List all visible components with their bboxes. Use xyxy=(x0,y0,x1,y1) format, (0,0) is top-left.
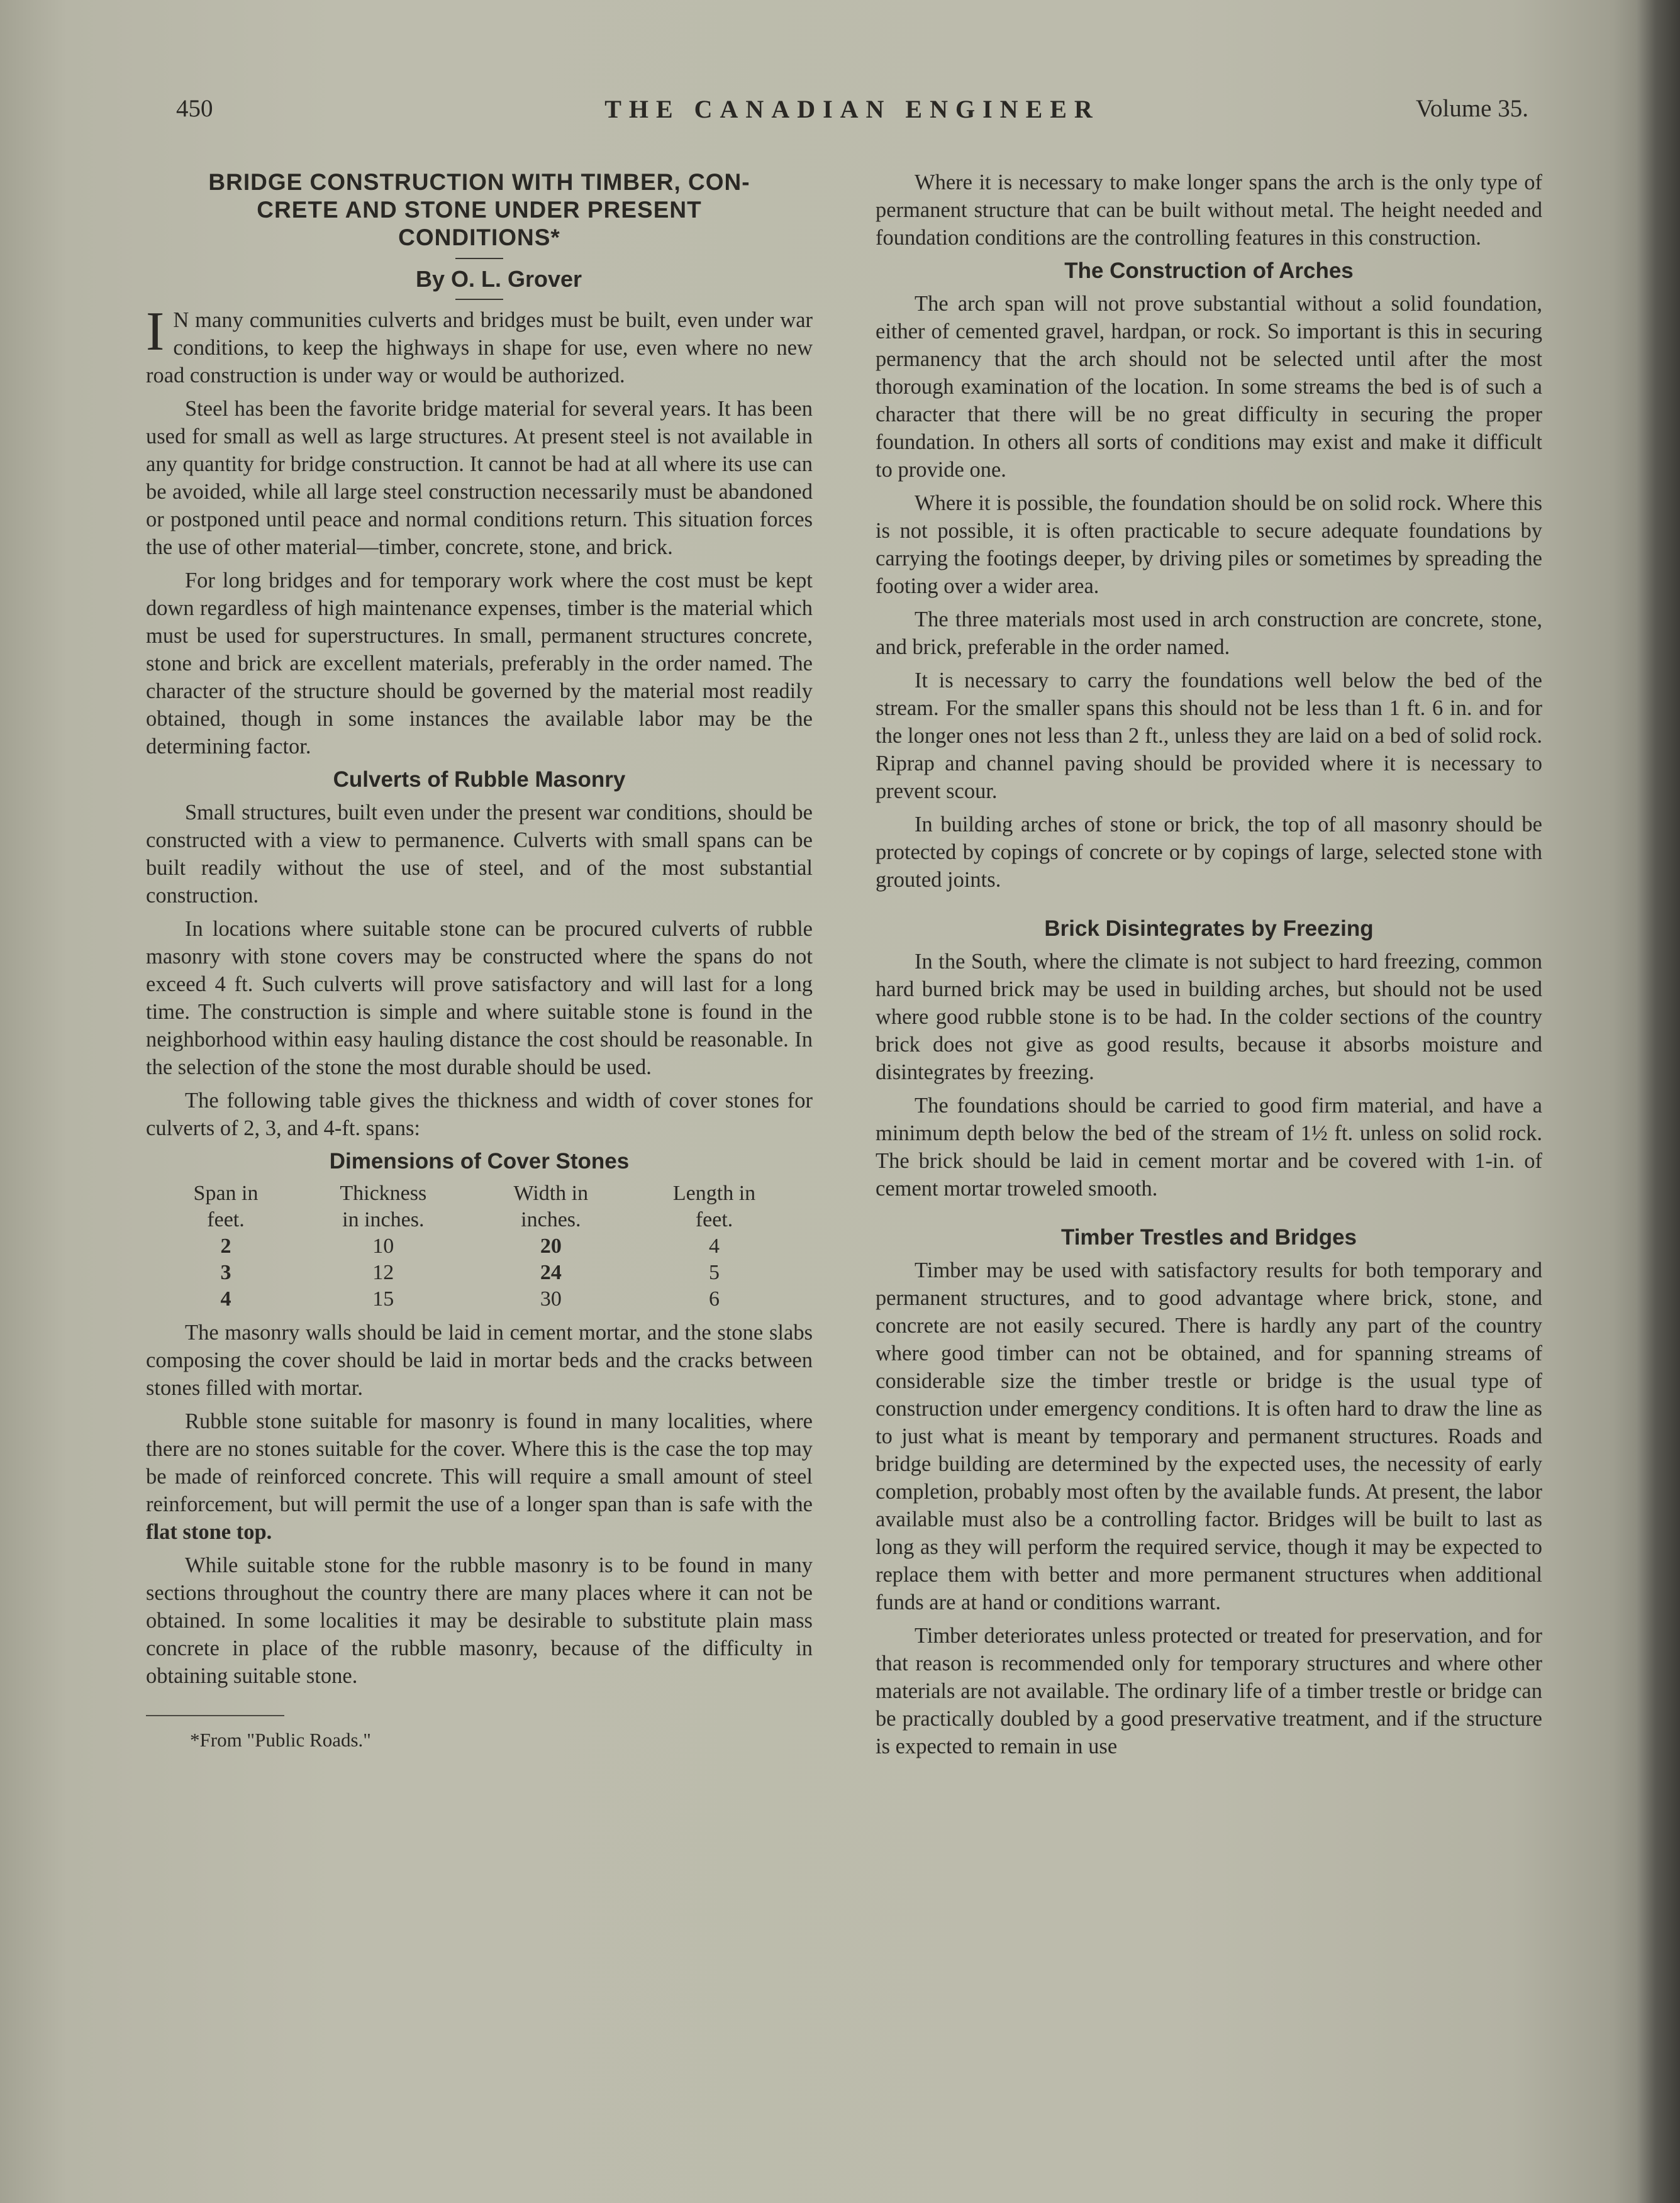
col-header-thickness: Thickness in inches. xyxy=(340,1182,427,1231)
cell-width: 24 xyxy=(540,1261,562,1284)
running-header xyxy=(176,94,1528,138)
paragraph-longer-spans: Where it is necessary to make longer spans the arch is the only type of permanent structure that can be built without metal. The height needed and foundation conditions are the controlling features in this construction. xyxy=(876,170,1542,250)
paragraph-masonry-walls: The masonry walls should be laid in cement mortar, and the stone slabs composing the cover should be laid in mortar beds and the cracks between stones filled with mortar. xyxy=(146,1321,813,1400)
cell-span: 2 xyxy=(220,1235,231,1258)
heading-brick: Brick Disintegrates by Freezing xyxy=(1044,916,1374,941)
table-row xyxy=(159,1260,800,1286)
paragraph-while-suitable: While suitable stone for the rubble masonry is to be found in many sections throughout the country there are many places where it can not be obtained. In some localities it may be desirable to substitute plain mass concrete in place of the rubble masonry, because of the difficulty in obtaining suitable stone. xyxy=(146,1553,813,1688)
article-title xyxy=(146,169,813,252)
book-spine-shadow xyxy=(1636,0,1680,2203)
page-number: 450 xyxy=(176,95,213,122)
paragraph-timber-used: Timber may be used with satisfactory results for both temporary and permanent structures, and to good advantage where brick, stone, and concrete are not easily secured. There is hardly any part of the country where good timber can not be obtained, and for spanning streams of considerable size the timber trestle or bridge is the usual type of construction under emergency conditions. It is often hard to draw the line as to just what is meant by temporary and permanent structures. Roads and bridge building are determined by the expected uses, the necessity of early completion, probably most often by the available funds. At present, the labor available must also be a controlling factor. Bridges will be built to last as long as they will perform the required service, though it may be expected to replace them with better and more permanent structures when additional funds are at hand or conditions warrant. xyxy=(876,1258,1542,1614)
paragraph-rubble-stone: Rubble stone suitable for masonry is found in many localities, where there are no stones suitable for the cover. Where this is the case the top may be made of reinforced concrete. This will require a small amount of steel reinforcement, but will permit the use of a longer span than is safe with the flat stone top. xyxy=(146,1409,813,1544)
intro-text: N many communities culverts and bridges must be built, even under war conditions, to keep the highways in shape for use, even where no new road construction is under way or would be authorized. xyxy=(146,308,813,387)
cell-length: 5 xyxy=(709,1261,720,1284)
col-header-width: Width in inches. xyxy=(513,1182,589,1231)
cell-width: 30 xyxy=(540,1287,562,1311)
cell-thickness: 10 xyxy=(372,1235,394,1258)
cell-length: 6 xyxy=(709,1287,720,1311)
paragraph-where-possible: Where it is possible, the foundation should be on solid rock. Where this is not possible, it is often practicable to secure adequate foundations by carrying the footings deeper, by driving piles or sometimes by spreading the footing over a wider area. xyxy=(876,491,1542,598)
emphasis-flat-stone-top: flat stone top. xyxy=(146,1520,272,1544)
intro-paragraph xyxy=(146,301,813,389)
title-divider xyxy=(455,258,503,259)
heading-culverts: Culverts of Rubble Masonry xyxy=(333,767,626,792)
cell-width: 20 xyxy=(540,1235,562,1258)
right-column xyxy=(876,169,1542,1766)
paragraph-south: In the South, where the climate is not subject to hard freezing, common hard burned brick may be used in building arches, but should not be used where good rubble stone is to be had. In the colder sections of the country brick does not give as good results, because it absorbs moisture and disintegrates by freezing. xyxy=(876,950,1542,1084)
paragraph-building-arches: In building arches of stone or brick, the top of all masonry should be protected by copings of concrete or by copings of large, selected stone with grouted joints. xyxy=(876,813,1542,892)
paragraph-steel: Steel has been the favorite bridge material for several years. It has been used for small as well as large structures. At present steel is not available in any quantity for bridge construction. It cannot be had at all where its use can be avoided, while all large steel construction necessarily must be abandoned or postponed until peace and normal conditions return. This situation forces the use of other material—timber, concrete, stone, and brick. xyxy=(146,397,813,559)
paragraph-long-bridges: For long bridges and for temporary work where the cost must be kept down regardless of high maintenance expenses, timber is the material which must be used for superstructures. In small, permanent structures concrete, stone and brick are excellent materials, preferably in the order named. The character of the structure should be governed by the material most readily obtained, though in some instances the available labor may be the determining factor. xyxy=(146,569,813,758)
table-row xyxy=(159,1286,800,1312)
paragraph-carry-foundations: It is necessary to carry the foundations well below the bed of the stream. For the smaller spans this should not be less than 1 ft. 6 in. and for the longer ones not less than 2 ft., unless they are laid on a bed of solid rock. Riprap and channel paving should be provided where it is necessary to prevent scour. xyxy=(876,669,1542,803)
paragraph-three-materials: The three materials most used in arch construction are concrete, stone, and brick, preferable in the order named. xyxy=(876,608,1542,659)
table-header-row xyxy=(159,1180,800,1233)
cell-length: 4 xyxy=(709,1235,720,1258)
journal-title: THE CANADIAN ENGINEER xyxy=(604,95,1100,123)
footnote: *From "Public Roads." xyxy=(190,1729,371,1751)
cell-span: 4 xyxy=(220,1287,231,1311)
table-title: Dimensions of Cover Stones xyxy=(329,1149,630,1174)
paragraph-timber-deteriorates: Timber deteriorates unless protected or treated for preservation, and for that reason is recommended only for temporary structures and where other materials are not available. The ordinary life of a timber trestle or bridge can be practically doubled by a good preservative treatment, and if the structure is expected to remain in use xyxy=(876,1624,1542,1758)
cell-thickness: 15 xyxy=(372,1287,394,1311)
drop-cap: I xyxy=(146,301,165,362)
cell-span: 3 xyxy=(220,1261,231,1284)
cover-stones-table xyxy=(159,1180,800,1312)
col-header-span: Span in feet. xyxy=(193,1182,259,1231)
paragraph-small-structures: Small structures, built even under the present war conditions, should be constructed with a view to permanence. Culverts with small spans can be built readily without the use of steel, and of the most substantial construction. xyxy=(146,801,813,907)
byline: By O. L. Grover xyxy=(415,266,582,292)
paragraph-foundations-carried: The foundations should be carried to good firm material, and have a minimum depth below the bed of the stream of 1½ ft. unless on solid rock. The brick should be laid in cement mortar and be covered with 1-in. of cement mortar troweled smooth. xyxy=(876,1094,1542,1201)
title-line-2: CRETE AND STONE UNDER PRESENT xyxy=(257,197,702,223)
paragraph-arch-span: The arch span will not prove substantial without a solid foundation, either of cemented gravel, hardpan, or rock. So important is this in securing permanency that the arch should not be selected until after the most thorough examination of the location. In some streams the bed is of such a character that there will be no great difficulty in securing the proper foundation. In others all sorts of conditions may exist and make it difficult to provide one. xyxy=(876,292,1542,482)
heading-timber: Timber Trestles and Bridges xyxy=(1060,1225,1357,1250)
footnote-rule xyxy=(146,1715,284,1716)
table-row xyxy=(159,1233,800,1260)
col-header-length: Length in feet. xyxy=(672,1182,756,1231)
title-line-3: CONDITIONS* xyxy=(398,225,560,250)
title-line-1: BRIDGE CONSTRUCTION WITH TIMBER, CON- xyxy=(208,169,750,195)
paragraph-locations: In locations where suitable stone can be procured culverts of rubble masonry with stone covers may be constructed where the spans do not exceed 4 ft. Such culverts will prove satisfactory and will last for a long time. The construction is simple and where suitable stone is found in the neighborhood within easy hauling distance the cost should be reasonable. In the selection of the stone the most durable should be used. xyxy=(146,917,813,1079)
byline-divider xyxy=(455,299,503,300)
cell-thickness: 12 xyxy=(372,1261,394,1284)
heading-arches: The Construction of Arches xyxy=(1064,258,1354,283)
left-column xyxy=(146,169,813,1753)
paragraph-following-table: The following table gives the thickness and width of cover stones for culverts of 2, 3, and 4-ft. spans: xyxy=(146,1089,813,1140)
volume-label: Volume 35. xyxy=(1415,95,1528,122)
